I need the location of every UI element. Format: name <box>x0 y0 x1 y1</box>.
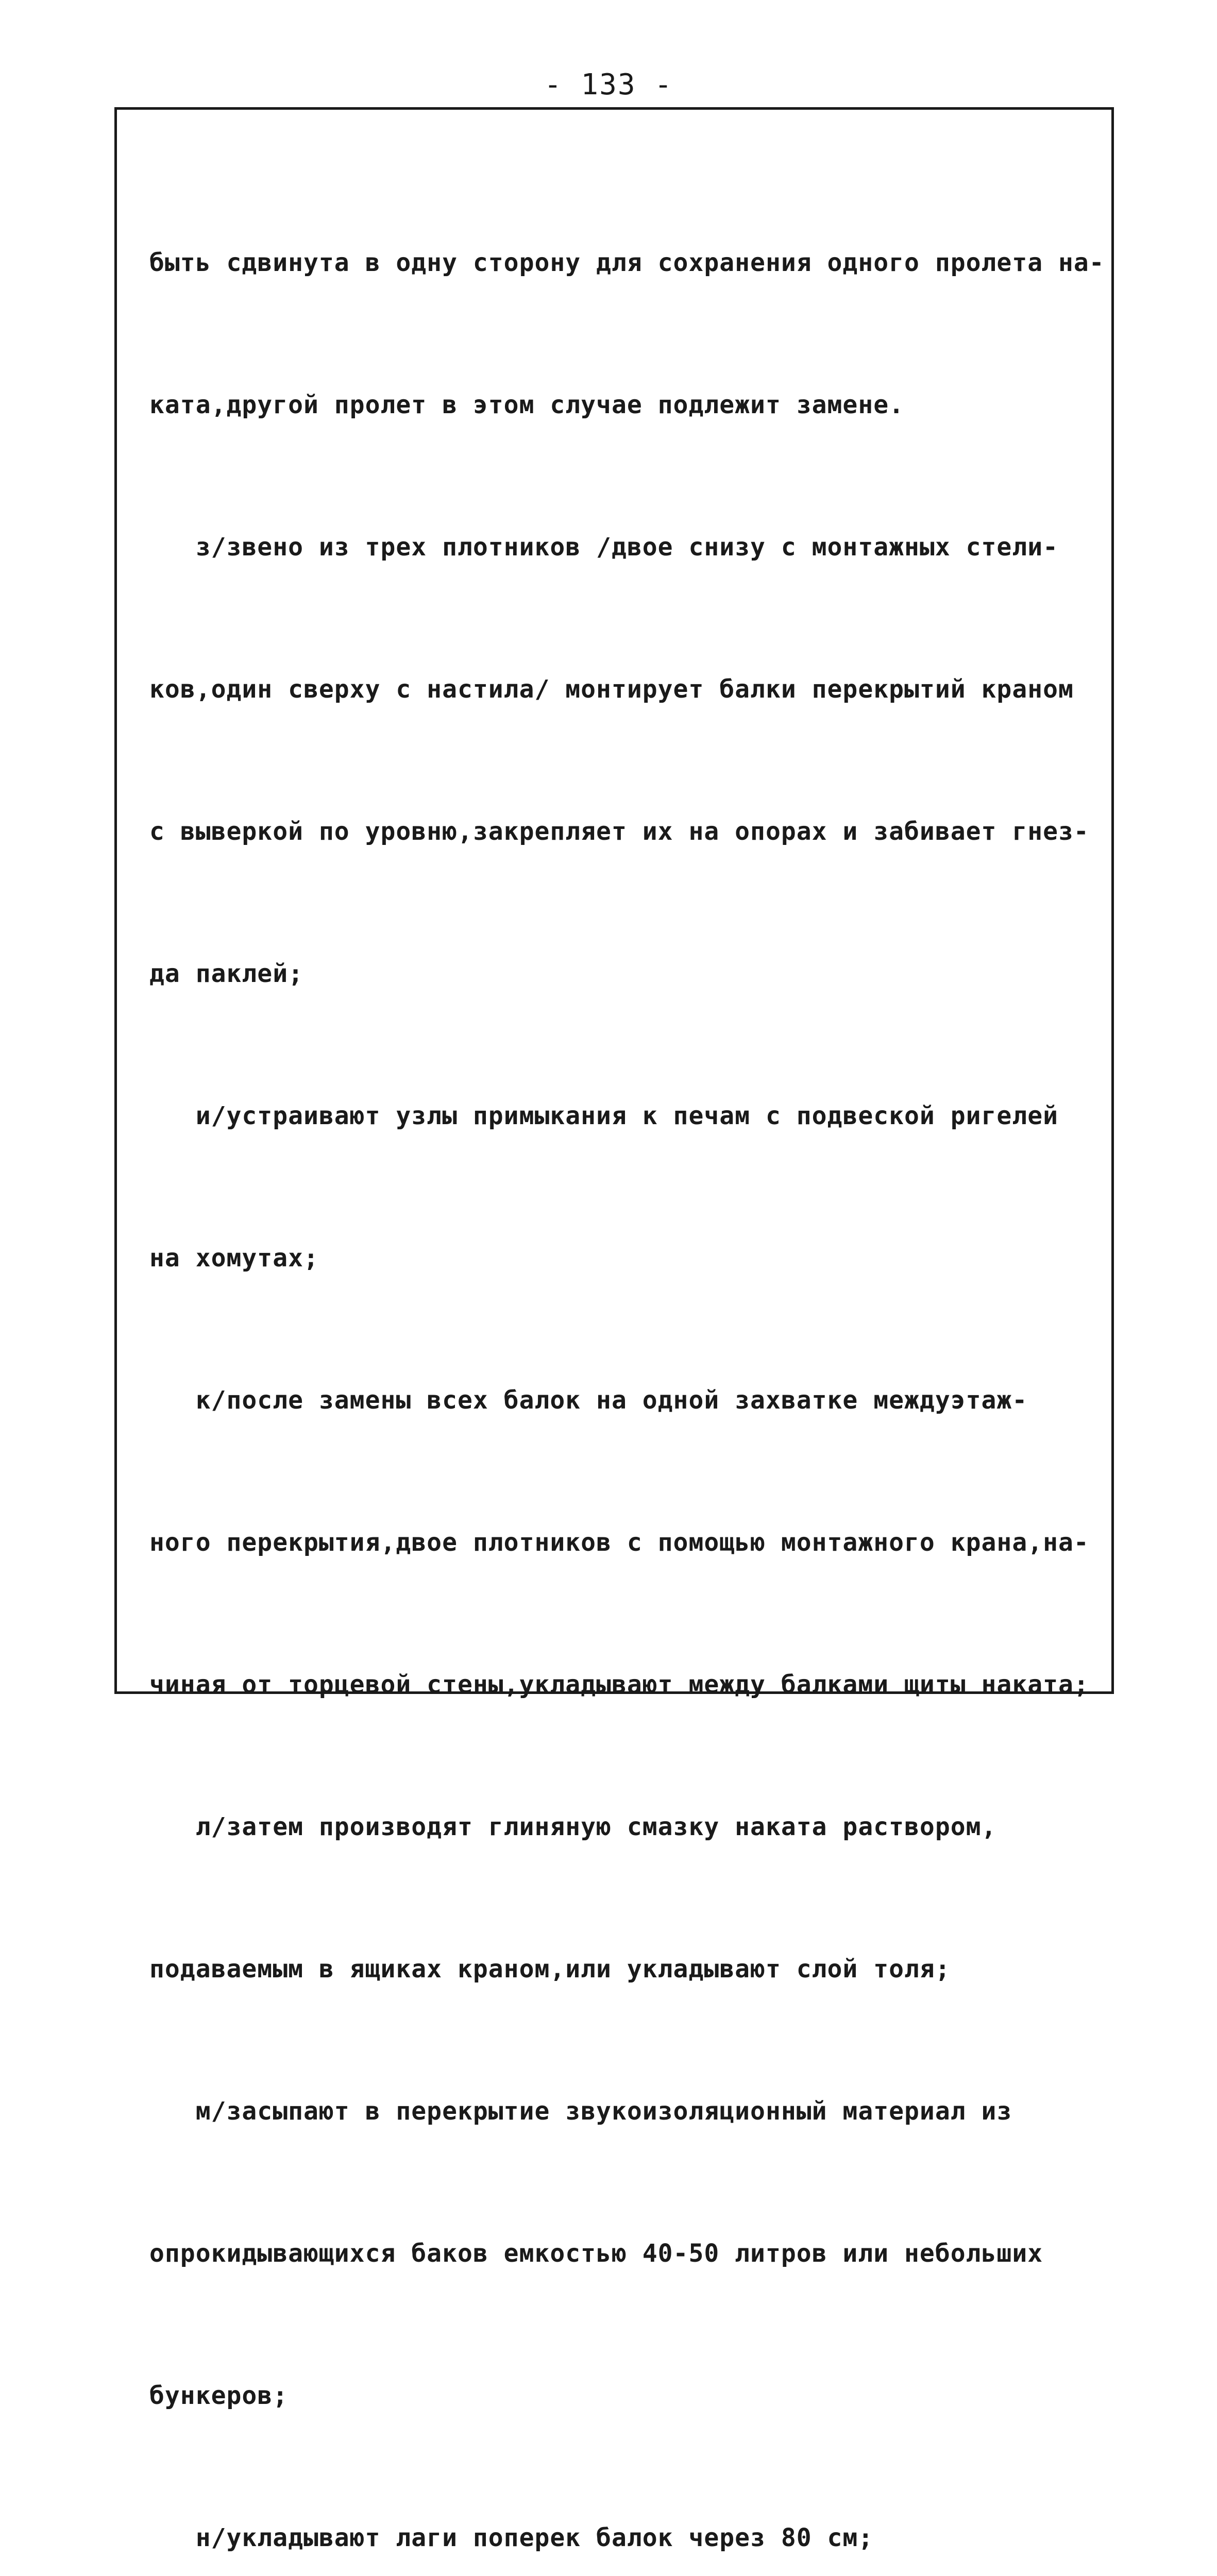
text-line: быть сдвинута в одну сторону для сохранения одного пролета на- <box>149 248 1105 277</box>
text-line: н/укладывают лаги поперек балок через 80 см; <box>149 2523 874 2552</box>
text-line: л/затем производят глиняную смазку наката раствором, <box>149 1812 997 1841</box>
text-line: м/засыпают в перекрытие звукоизоляционный материал из <box>149 2097 1012 2126</box>
body-text <box>149 144 1118 2576</box>
text-line: бункеров; <box>149 2381 289 2410</box>
text-line: ного перекрытия,двое плотников с помощью монтажного крана,на- <box>149 1528 1089 1557</box>
text-line: з/звено из трех плотников /двое снизу с монтажных стели- <box>149 533 1059 562</box>
text-line: и/устраивают узлы примыкания к печам с подвеской ригелей <box>149 1101 1059 1130</box>
text-line: с выверкой по уровню,закрепляет их на опорах и забивает гнез- <box>149 817 1089 846</box>
text-line: к/после замены всех балок на одной захватке междуэтаж- <box>149 1386 1028 1415</box>
text-line: да паклей; <box>149 959 303 988</box>
text-line: ков,один сверху с настила/ монтирует балки перекрытий краном <box>149 675 1074 704</box>
text-line: опрокидывающихся баков емкостью 40-50 литров или небольших <box>149 2239 1043 2268</box>
page-number: - 133 - <box>544 68 673 101</box>
text-line: ката,другой пролет в этом случае подлежит замене. <box>149 391 905 419</box>
text-line: чиная от торцевой стены,укладывают между балками щиты наката; <box>149 1670 1089 1699</box>
text-line: на хомутах; <box>149 1244 319 1273</box>
text-line: подаваемым в ящиках краном,или укладывают слой толя; <box>149 1955 951 1984</box>
